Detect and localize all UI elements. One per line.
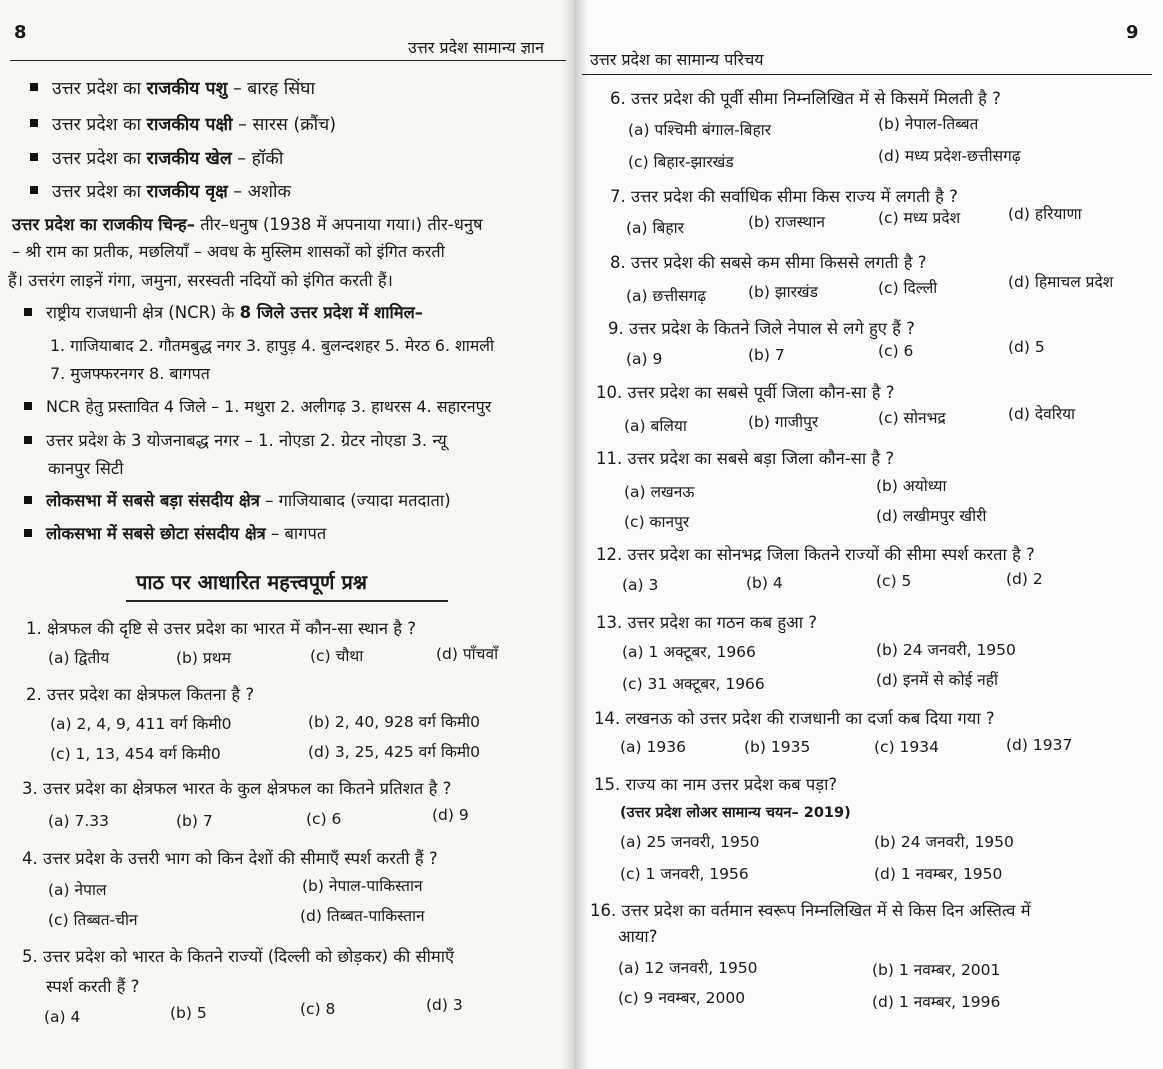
emblem-paragraph bbox=[12, 212, 483, 235]
option: (a) बिहार bbox=[626, 219, 684, 237]
book-gutter bbox=[560, 0, 588, 1069]
option: (a) नेपाल bbox=[48, 881, 107, 899]
option: (c) 8 bbox=[300, 1000, 336, 1018]
option: (d) हिमाचल प्रदेश bbox=[1008, 273, 1114, 291]
bullet-icon bbox=[30, 186, 38, 194]
bullet-icon bbox=[30, 153, 38, 161]
option: (d) हरियाणा bbox=[1008, 205, 1082, 223]
option: (c) 1934 bbox=[874, 738, 939, 756]
option: (a) 2, 4, 9, 411 वर्ग किमी0 bbox=[50, 715, 232, 733]
option: (a) द्वितीय bbox=[48, 649, 110, 667]
question: 8. उत्तर प्रदेश की सबसे कम सीमा किससे लगती है ? bbox=[610, 253, 927, 272]
option: (b) 7 bbox=[748, 346, 785, 364]
option: (c) मध्य प्रदेश bbox=[878, 209, 961, 227]
option: (d) 1937 bbox=[1006, 736, 1073, 754]
question-continued: स्पर्श करती हैं ? bbox=[46, 977, 140, 996]
bullet-text: उत्तर प्रदेश का bbox=[52, 79, 147, 99]
option: (d) 2 bbox=[1006, 570, 1043, 588]
bullet-bold: राजकीय पशु bbox=[146, 79, 228, 99]
planned-item bbox=[24, 428, 447, 451]
question: 9. उत्तर प्रदेश के कितने जिले नेपाल से लगे हुए हैं ? bbox=[608, 319, 915, 338]
bullet-text: उत्तर प्रदेश का bbox=[52, 149, 147, 169]
option: (a) 1936 bbox=[620, 738, 686, 756]
running-head: उत्तर प्रदेश सामान्य ज्ञान bbox=[408, 38, 545, 57]
bullet-icon bbox=[30, 119, 38, 127]
question: 10. उत्तर प्रदेश का सबसे पूर्वी जिला कौन-सा है ? bbox=[596, 383, 895, 402]
option: (b) 24 जनवरी, 1950 bbox=[874, 833, 1014, 851]
option: (b) 1935 bbox=[744, 738, 811, 756]
option: (b) प्रथम bbox=[176, 649, 231, 667]
option: (b) 4 bbox=[746, 574, 783, 592]
header-rule bbox=[582, 74, 1152, 75]
bullet-bold: राजकीय खेल bbox=[146, 149, 232, 169]
option: (b) नेपाल-तिब्बत bbox=[878, 115, 979, 133]
option: (a) 1 अक्टूबर, 1966 bbox=[622, 643, 756, 661]
question: 5. उत्तर प्रदेश को भारत के कितने राज्यों (दिल्ली को छोड़कर) की सीमाएँ bbox=[22, 947, 455, 966]
option: (c) 6 bbox=[878, 342, 914, 360]
option: (d) 1 नवम्बर, 1996 bbox=[872, 993, 1001, 1011]
loksabha-item bbox=[24, 488, 451, 511]
option: (d) पाँचवाँ bbox=[436, 645, 499, 663]
section-title: पाठ पर आधारित महत्त्वपूर्ण प्रश्न bbox=[136, 570, 367, 594]
option: (d) 3 bbox=[426, 996, 463, 1014]
bullet-text: – हॉकी bbox=[231, 149, 284, 169]
question: 7. उत्तर प्रदेश की सर्वाधिक सीमा किस राज्य में लगती है ? bbox=[610, 187, 958, 206]
option: (a) 3 bbox=[622, 576, 659, 594]
loksabha-item bbox=[24, 521, 326, 544]
bullet-icon bbox=[24, 496, 32, 504]
loksabha-text: – बागपत bbox=[265, 524, 327, 543]
loksabha-bold: लोकसभा में सबसे बड़ा संसदीय क्षेत्र bbox=[46, 491, 260, 510]
bullet-text: – अशोक bbox=[227, 182, 291, 202]
right-page bbox=[576, 0, 1163, 1069]
question: 1. क्षेत्रफल की दृष्टि से उत्तर प्रदेश का भारत में कौन-सा स्थान है ? bbox=[26, 619, 417, 638]
loksabha-text: – गाजियाबाद (ज्यादा मतदाता) bbox=[259, 491, 451, 510]
option: (c) बिहार-झारखंड bbox=[628, 153, 734, 171]
option: (d) 1 नवम्बर, 1950 bbox=[874, 865, 1003, 883]
option: (b) 1 नवम्बर, 2001 bbox=[872, 961, 1001, 979]
bullet-text: उत्तर प्रदेश का bbox=[52, 182, 147, 202]
option: (b) 24 जनवरी, 1950 bbox=[876, 641, 1016, 659]
emblem-line: – श्री राम का प्रतीक, मछलियाँ – अवध के मुस्लिम शासकों को इंगित करती bbox=[12, 242, 445, 261]
running-head: उत्तर प्रदेश का सामान्य परिचय bbox=[590, 50, 764, 69]
ncr-item bbox=[24, 300, 423, 323]
question: 3. उत्तर प्रदेश का क्षेत्रफल भारत के कुल क्षेत्रफल का कितने प्रतिशत है ? bbox=[22, 779, 452, 798]
question: 4. उत्तर प्रदेश के उत्तरी भाग को किन देशों की सीमाएँ स्पर्श करती हैं ? bbox=[22, 849, 438, 868]
bullet-bold: राजकीय पक्षी bbox=[146, 115, 233, 135]
option: (d) 3, 25, 425 वर्ग किमी0 bbox=[308, 743, 480, 761]
page-number: 9 bbox=[1126, 22, 1139, 43]
bullet-icon bbox=[24, 402, 32, 410]
bullet-bold: राजकीय वृक्ष bbox=[146, 182, 228, 202]
page-number: 8 bbox=[14, 22, 27, 43]
option: (b) 7 bbox=[176, 812, 213, 830]
ncr-districts: 1. गाजियाबाद 2. गौतमबुद्ध नगर 3. हापुड़ 4. बुलन्दशहर 5. मेरठ 6. शामली bbox=[50, 336, 495, 355]
emblem-heading: उत्तर प्रदेश का राजकीय चिन्ह– bbox=[12, 215, 195, 234]
exam-note: (उत्तर प्रदेश लोअर सामान्य चयन– 2019) bbox=[620, 805, 851, 821]
option: (b) अयोध्या bbox=[876, 477, 947, 495]
loksabha-bold: लोकसभा में सबसे छोटा संसदीय क्षेत्र bbox=[46, 524, 266, 543]
planned-text: उत्तर प्रदेश के 3 योजनाबद्ध नगर – 1. नोएडा 2. ग्रेटर नोएडा 3. न्यू bbox=[46, 431, 447, 450]
bullet-item bbox=[30, 179, 291, 203]
option: (a) 7.33 bbox=[48, 812, 110, 830]
planned-text: कानपुर सिटी bbox=[48, 459, 124, 478]
option: (c) 6 bbox=[306, 810, 342, 828]
option: (d) मध्य प्रदेश-छत्तीसगढ़ bbox=[878, 147, 1021, 165]
option: (d) 9 bbox=[432, 806, 469, 824]
option: (c) दिल्ली bbox=[878, 279, 938, 297]
section-underline bbox=[126, 600, 448, 602]
option: (b) 2, 40, 928 वर्ग किमी0 bbox=[308, 713, 480, 731]
option: (c) कानपुर bbox=[624, 513, 690, 531]
option: (a) 12 जनवरी, 1950 bbox=[618, 959, 758, 977]
option: (c) तिब्बत-चीन bbox=[48, 911, 138, 929]
option: (b) नेपाल-पाकिस्तान bbox=[302, 877, 423, 895]
question-continued: आया? bbox=[618, 927, 658, 946]
bullet-item bbox=[30, 146, 283, 170]
option: (b) राजस्थान bbox=[748, 213, 825, 231]
option: (a) बलिया bbox=[624, 417, 687, 435]
option: (b) 5 bbox=[170, 1004, 207, 1022]
ncr-text: राष्ट्रीय राजधानी क्षेत्र (NCR) के bbox=[46, 303, 240, 322]
option: (a) पश्चिमी बंगाल-बिहार bbox=[628, 121, 772, 139]
bullet-text: – बारह सिंघा bbox=[227, 79, 316, 99]
option: (c) 1, 13, 454 वर्ग किमी0 bbox=[50, 745, 221, 763]
bullet-icon bbox=[24, 308, 32, 316]
ncr-districts: 7. मुजफ्फरनगर 8. बागपत bbox=[50, 364, 210, 383]
proposed-text: NCR हेतु प्रस्तावित 4 जिले – 1. मथुरा 2. अलीगढ़ 3. हाथरस 4. सहारनपुर bbox=[46, 397, 492, 416]
option: (b) झारखंड bbox=[748, 283, 818, 301]
option: (a) 25 जनवरी, 1950 bbox=[620, 833, 760, 851]
question: 2. उत्तर प्रदेश का क्षेत्रफल कितना है ? bbox=[26, 685, 255, 704]
option: (a) 4 bbox=[44, 1008, 81, 1026]
question: 16. उत्तर प्रदेश का वर्तमान स्वरूप निम्नलिखित में से किस दिन अस्तित्व में bbox=[590, 901, 1031, 920]
question: 14. लखनऊ को उत्तर प्रदेश की राजधानी का दर्जा कब दिया गया ? bbox=[594, 709, 995, 728]
option: (c) चौथा bbox=[310, 647, 364, 665]
question: 15. राज्य का नाम उत्तर प्रदेश कब पड़ा? bbox=[594, 775, 838, 794]
bullet-icon bbox=[30, 83, 38, 91]
option: (a) 9 bbox=[626, 350, 663, 368]
option: (a) छत्तीसगढ़ bbox=[626, 287, 707, 305]
option: (a) लखनऊ bbox=[624, 483, 695, 501]
question: 12. उत्तर प्रदेश का सोनभद्र जिला कितने राज्यों की सीमा स्पर्श करता है ? bbox=[596, 545, 1035, 564]
header-rule bbox=[10, 60, 566, 61]
emblem-text: तीर–धनुष (1938 में अपनाया गया।) तीर-धनुष bbox=[194, 215, 483, 234]
proposed-item bbox=[24, 395, 491, 417]
bullet-icon bbox=[24, 529, 32, 537]
option: (c) 9 नवम्बर, 2000 bbox=[618, 989, 746, 1007]
ncr-bold: 8 जिले उत्तर प्रदेश में शामिल– bbox=[239, 303, 424, 322]
bullet-text: – सारस (क्रौंच) bbox=[232, 115, 337, 135]
option: (c) 31 अक्टूबर, 1966 bbox=[622, 675, 765, 693]
option: (d) 5 bbox=[1008, 338, 1045, 356]
question: 13. उत्तर प्रदेश का गठन कब हुआ ? bbox=[596, 613, 817, 632]
left-page bbox=[0, 0, 576, 1069]
option: (c) 5 bbox=[876, 572, 912, 590]
option: (c) 1 जनवरी, 1956 bbox=[620, 865, 749, 883]
option: (b) गाजीपुर bbox=[748, 413, 819, 431]
question: 6. उत्तर प्रदेश की पूर्वी सीमा निम्नलिखित में से किसमें मिलती है ? bbox=[610, 89, 1001, 108]
bullet-item bbox=[30, 76, 315, 100]
option: (d) लखीमपुर खीरी bbox=[876, 507, 987, 525]
emblem-line: हैं। उत्तरंग लाइनें गंगा, जमुना, सरस्वती नदियों को इंगित करती हैं। bbox=[8, 271, 393, 290]
bullet-text: उत्तर प्रदेश का bbox=[52, 115, 147, 135]
option: (c) सोनभद्र bbox=[878, 409, 946, 427]
bullet-icon bbox=[24, 436, 32, 444]
bullet-item bbox=[30, 112, 336, 136]
option: (d) इनमें से कोई नहीं bbox=[876, 671, 998, 689]
option: (d) तिब्बत-पाकिस्तान bbox=[300, 907, 425, 925]
option: (d) देवरिया bbox=[1008, 405, 1076, 423]
question: 11. उत्तर प्रदेश का सबसे बड़ा जिला कौन-सा है ? bbox=[596, 449, 895, 468]
